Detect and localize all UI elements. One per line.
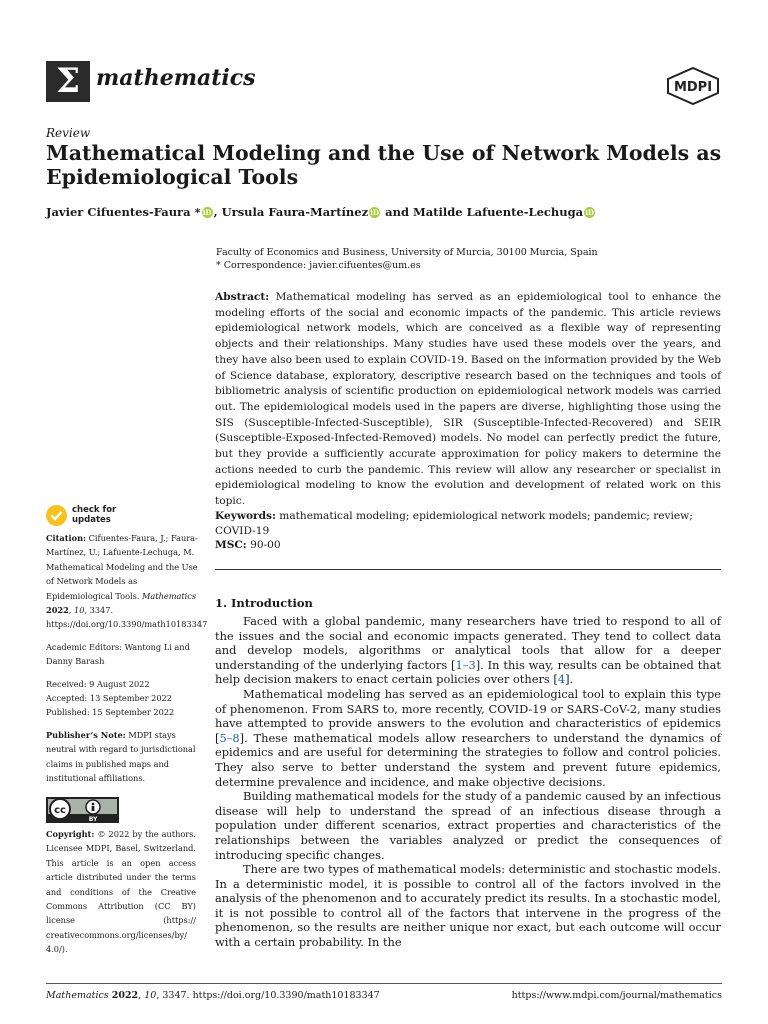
footer-doi[interactable]: , 3347. https://doi.org/10.3390/math10183347 <box>156 990 380 1001</box>
msc <box>215 539 281 551</box>
msc-text: 90-00 <box>250 539 281 551</box>
check-for-updates-badge[interactable] <box>46 505 156 527</box>
copyright-notice <box>46 827 196 957</box>
footer-year: 2022 <box>111 990 139 1001</box>
citation-volume: 10 <box>74 605 85 616</box>
check-updates-line1: check for <box>72 505 117 515</box>
author-name: Javier Cifuentes-Faura * <box>46 205 201 219</box>
article-type: Review <box>46 126 91 140</box>
publisher-note-text: MDPI stays neutral with regard to jurisdictional claims in published maps and institutional affiliations. <box>46 729 196 784</box>
cc-by-text: BY <box>88 816 98 823</box>
abstract <box>215 290 721 510</box>
abstract-label: Abstract: <box>215 291 270 303</box>
intro-paragraph: Mathematical modeling has served as an epidemiological tool to explain this type of phenomenon. From SARS to, more recently, COVID-19 or SARS-CoV-2, many studies have attempted to provide answers to the evolution and characteristics of epidemics [5–8]. These mathematical models allow researchers to understand the dynamics of epidemics and are useful for determining the strategies to follow and control policies. They also serve to better understand the system and prevent future epidemics, determine prevalence and incidence, and make objective decisions. <box>215 686 721 789</box>
introduction-body <box>215 614 721 950</box>
copyright-text: © 2022 by the authors. Licensee MDPI, Basel, Switzerland. This article is an open access article distributed under the terms and conditions of the Creative Commons Attribution (CC BY) license (https:// creativecommons.org/licenses/by/ 4.0/). <box>46 829 196 955</box>
orcid-icon[interactable]: iD <box>370 208 379 217</box>
check-updates-text <box>72 505 116 525</box>
citation-year: 2022 <box>46 605 69 616</box>
abstract-text: Mathematical modeling has served as an epidemiological tool to enhance the modeling efforts of the social and economic impacts of the pandemic. This article reviews epidemiological network models, which are conceived as a flexible way of representing objects and their relationships. Many studies have used these models over the years, and they have also been used to explain COVID-19. Based on the information provided by the Web of Science database, exploratory, descriptive research based on the techniques and tools of bibliometric analysis of scientific production on epidemiological network models was carried out. The epidemiological models used in the papers are diverse, highlighting those using the SIS (Susceptible-Infected-Susceptible), SIR (Susceptible-Infected-Recovered) and SEIR (Susceptible-Exposed-Infected-Removed) models. No model can perfectly predict the future, but they provide a sufficiently accurate approximation for policy makers to determine the actions needed to curb the pandemic. This review will allow any researcher or specialist in epidemiological modeling to know the evolution and development of related work on this topic. <box>215 291 721 508</box>
intro-paragraph: Faced with a global pandemic, many researchers have tried to respond to all of the issues and the social and economic impacts generated. They tend to collect data and develop models, algorithms or analytical tools that allow for a deeper understanding of the underlying factors [1–3]. In this way, results can be obtained that help decision makers to enact certain policies over others [4]. <box>215 614 721 687</box>
journal-logo: Σ <box>46 61 90 102</box>
citation-journal: Mathematics <box>142 590 197 601</box>
msc-label: MSC: <box>215 539 247 551</box>
publisher-note-label: Publisher’s Note: <box>46 729 126 740</box>
check-updates-icon <box>46 505 67 526</box>
section-heading: 1. Introduction <box>215 596 313 610</box>
academic-editors: Academic Editors: Wantong Li and Danny Barash <box>46 641 190 667</box>
reference-link[interactable]: 4 <box>557 672 566 687</box>
intro-paragraph: There are two types of mathematical models: deterministic and stochastic models. In a deterministic model, it is possible to control all of the factors involved in the analysis of the phenomenon and to accurately predict its results. In a stochastic model, it is not possible to control all of the factors that intervene in the progress of the phenomenon, so the results are neither unique nor exact, but each outcome will occur with a certain probability. In the <box>215 862 721 950</box>
citation: Citation: Cifuentes-Faura, J.; Faura-Martínez, U.; Lafuente-Lechuga, M. Mathematical Modeling and the Use of Network Models as Epidemiological Tools. Mathematics 2022, 10, 3347. https://doi.org/10.3390/math10183347 <box>46 533 208 630</box>
publisher-note <box>46 728 198 786</box>
footer-volume: 10 <box>144 990 157 1001</box>
footer-journal: Mathematics <box>46 990 109 1001</box>
cc-by-license-badge[interactable] <box>46 797 119 823</box>
keywords <box>215 509 721 539</box>
affiliation: Faculty of Economics and Business, University of Murcia, 30100 Murcia, Spain <box>216 247 598 258</box>
section-divider <box>215 569 721 570</box>
orcid-icon[interactable]: iD <box>585 208 594 217</box>
footer-journal-url[interactable]: https://www.mdpi.com/journal/mathematics <box>511 990 722 1001</box>
citation-text: Cifuentes-Faura, J.; Faura-Martínez, U.; Lafuente-Lechuga, M. Mathematical Modeling and the Use of Network Models as Epidemiological Tools. <box>46 533 198 601</box>
received-date: Received: 9 August 2022 <box>46 678 150 689</box>
reference-link[interactable]: 5–8 <box>219 730 240 745</box>
mdpi-logo[interactable] <box>666 67 720 105</box>
orcid-icon[interactable]: iD <box>202 208 212 217</box>
published-date: Published: 15 September 2022 <box>46 707 175 718</box>
svg-text:cc: cc <box>54 805 66 816</box>
copyright-label: Copyright: <box>46 829 95 839</box>
citation-label: Citation: <box>46 533 87 543</box>
citation-doi[interactable]: , 3347. https://doi.org/10.3390/math10183347 <box>46 605 208 630</box>
reference-link[interactable]: 1–3 <box>455 657 476 672</box>
keywords-label: Keywords: <box>215 510 276 522</box>
check-updates-line2: updates <box>72 515 111 525</box>
mdpi-logo-text: MDPI <box>673 80 713 95</box>
article-title: Mathematical Modeling and the Use of Network Models as Epidemiological Tools <box>46 141 722 189</box>
author-list: Javier Cifuentes-Faura * iD , Ursula Faura-Martínez iD and Matilde Lafuente-Lechuga iD <box>46 205 594 219</box>
footer-citation: Mathematics 2022, 10, 3347. https://doi.org/10.3390/math10183347 <box>46 990 380 1001</box>
journal-name: mathematics <box>96 65 256 91</box>
author-name: Ursula Faura-Martínez <box>221 205 369 219</box>
affiliation-block <box>216 246 716 272</box>
intro-paragraph: Building mathematical models for the study of a pandemic caused by an infectious disease will help to understand the spread of an infectious disease through a population under different scenarios, extract properties and characteristics of the relationships between the variables analyzed or predict the consequences of introducing specific changes. <box>215 789 721 862</box>
sidebar-info <box>46 531 208 786</box>
footer-rule <box>46 983 722 984</box>
accepted-date: Accepted: 13 September 2022 <box>46 693 172 704</box>
author-name: Matilde Lafuente-Lechuga <box>413 205 584 219</box>
keywords-text: mathematical modeling; epidemiological network models; pandemic; review; COVID-19 <box>215 510 693 537</box>
correspondence[interactable]: * Correspondence: javier.cifuentes@um.es <box>216 260 421 271</box>
